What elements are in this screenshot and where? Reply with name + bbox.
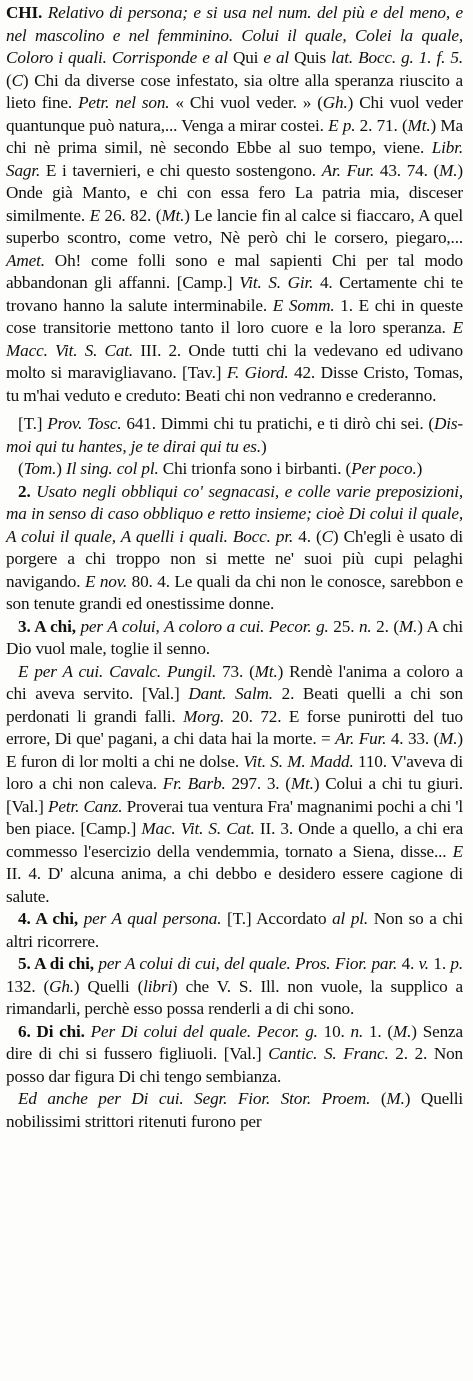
sense-6: 6. Di chi. Per Di colui del quale. Pecor. g. 10. n. 1. (M.) Senza dire di chi si fussero figliuoli. [Val.] Cantic. S. Franc. 2. 2. Non posso dar figura Di chi tengo sembianza. [6, 1021, 463, 1086]
sense-6-di-cui: Ed anche per Di cui. Segr. Fior. Stor. Proem. (M.) Quelli nobilissimi strittori ritenuti furono per [6, 1089, 463, 1131]
sense-3-a-cui: E per A cui. Cavalc. Pungil. 73. (Mt.) Rendè l'anima a coloro a chi aveva servito. [Val.] Dant. Salm. 2. Beati quelli a chi son perdonati li grandi falli. Morg. 20. 72. E forse punirotti del tuo errore, Di que' pagani, a chi data hai la morte. = Ar. Fur. 4. 33. (M.) E furon di lor molti a chi ne dolse. Vit. S. M. Madd. 110. V'aveva di loro a chi non caleva. Fr. Barb. 297. 3. (Mt.) Colui a chi tu giuri. [Val.] Petr. Canz. Proverai tua ventura Fra' magnanimi pochi a chi 'l ben piace. [Camp.] Mac. Vit. S. Cat. II. 3. Onde a quello, a chi era commesso l'esercizio della vendemmia, tornato a Siena, disse... E II. 4. D' alcuna anima, a chi debbo e desidero essere cagione di salute. [6, 661, 464, 906]
sense-4: 4. A chi, per A qual persona. [T.] Accordato al pl. Non so a chi altri ricorrere. [6, 909, 463, 951]
dictionary-entry-chi [6, 2, 463, 1133]
sense-2: 2. Usato negli obbliqui co' segnacasi, e colle varie preposizioni, ma in senso di caso obbliquo e retto insieme; cioè Di colui il quale, A colui il quale, A quelli i quali. Bocc. pr. 4. (C) Ch'egli è usato di porgere a chi troppo non si mette ne' suoi più cupi pelaghi navigando. E nov. 80. 4. Le quali da chi non le conosce, sarebbon e son tenute grandi ed onestissime donne. [6, 481, 463, 613]
sense-5: 5. A di chi, per A colui di cui, del quale. Pros. Fior. par. 4. v. 1. p. 132. (Gh.) Quelli (libri) che V. S. Ill. non vuole, la supplico a rimandarli, perchè esso possa renderli a di chi sono. [6, 954, 464, 1018]
definition-singular-plural: (Tom.) Il sing. col pl. Chi trionfa sono i birbanti. (Per poco.) [18, 459, 423, 478]
sense-3: 3. A chi, per A colui, A coloro a cui. Pecor. g. 25. n. 2. (M.) A chi Dio vuol male, toglie il senno. [6, 616, 463, 658]
definition-main: CHI. Relativo di persona; e si usa nel num. del più e del meno, e nel mascolino e nel femminino. Colui il quale, Colei la quale, Coloro i quali. Corrisponde e al Qui e al Quis lat. Bocc. g. 1. f. 5. (C) Chi da diverse cose infestato, sia oltre alla speranza riuscito a lieto fine. Petr. nel son. « Chi vuol veder. » (Gh.) Chi vuol veder quantunque può natura,... Venga a mirar costei. E p. 2. 71. (Mt.) Ma chi nè prima simil, nè secondo Ebbe al suo tempo, viene. Libr. Sagr. E i tavernieri, e chi questo sostengono. Ar. Fur. 43. 74. (M.) Onde già Manto, e chi con essa fero La patria mia, disceser similmente. E 26. 82. (Mt.) Le lancie fin al calce si fiaccaro, A quel superbo scontro, come vetro, Nè però chi le corsero, piegaro,... Amet. Oh! come folli sono e mal sapienti Chi per tal modo abbandonan gli affanni. [Camp.] Vit. S. Gir. 4. Certamente chi te trovano hanno la salute interminabile. E Somm. 1. E chi in queste cose transitorie mettono tanto il loro cuore e la loro speranza. E Macc. Vit. S. Cat. III. 2. Onde tutti chi la vedevano ed udivano molto si maravigliavano. [Tav.] F. Giord. 42. Disse Cristo, Tomas, tu m'hai veduto e creduto: Beati chi non vedranno e crederanno. [6, 3, 464, 405]
definition-proverb: [T.] Prov. Tosc. 641. Dimmi chi tu pratichi, e ti dirò chi sei. (Dis-moi qui tu hantes, je te dirai qui tu es.) [6, 414, 463, 456]
